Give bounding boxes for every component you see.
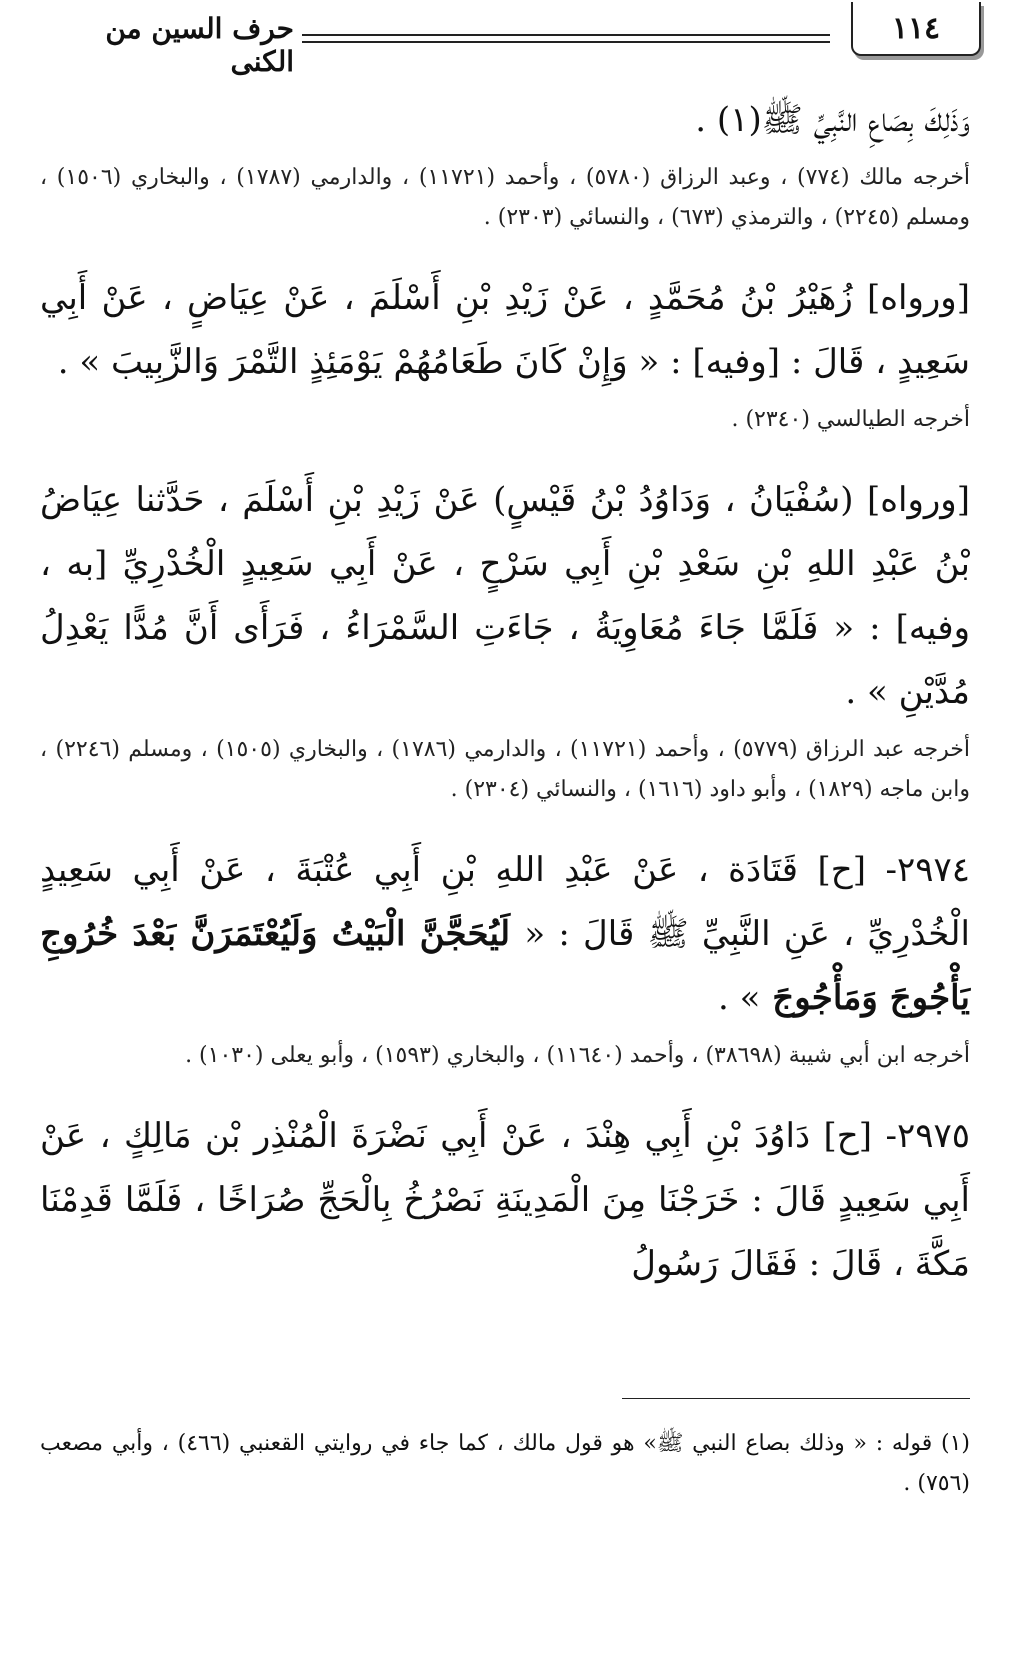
text-block-2 [40, 266, 970, 440]
footnote-separator [622, 1398, 970, 1399]
prophetic-saying: لَيُحَجَّنَّ الْبَيْتُ وَلَيُعْتَمَرَنَّ بَعْدَ خُرُوجِ يَأْجُوجَ وَمَأْجُوجَ [40, 914, 970, 1018]
header-rule [302, 34, 830, 43]
hadith-text: [ورواه] زُهَيْرُ بْنُ مُحَمَّدٍ ، عَنْ زَيْدِ بْنِ أَسْلَمَ ، عَنْ عِيَاضٍ ، عَنْ أَبِي سَعِيدٍ ، قَالَ : [وفيه] : « وَإِنْ كَانَ طَعَامُهُمْ يَوْمَئِذٍ التَّمْرَ وَالزَّبِيبَ » . [40, 278, 970, 382]
takhrij-note: أخرجه الطيالسي (٢٣٤٠) . [731, 407, 970, 432]
hadith-2975 [40, 1104, 970, 1296]
page-body [40, 88, 970, 1324]
page-number-tab: ١١٤ [851, 2, 981, 56]
quote-close: » . [718, 978, 761, 1018]
hadith-text [40, 838, 970, 1030]
takhrij-note: أخرجه ابن أبي شيبة (٣٨٦٩٨) ، وأحمد (١١٦٤٠) ، والبخاري (١٥٩٣) ، وأبو يعلى (١٠٣٠) . [185, 1043, 970, 1068]
hadith-text: وَذَلِكَ بِصَاعِ النَّبِيِّ ﷺ(١) . [695, 100, 970, 140]
page-header [0, 0, 1010, 78]
text-block-3 [40, 468, 970, 810]
hadith-text: ٢٩٧٥- [ح] دَاوُدَ بْنِ أَبِي هِنْدَ ، عَنْ أَبِي نَضْرَةَ الْمُنْذِر بْن مَالِكٍ ، عَنْ أَبِي سَعِيدٍ قَالَ : خَرَجْنَا مِنَ الْمَدِينَةِ نَصْرُخُ بِالْحَجِّ صُرَاخًا ، فَلَمَّا قَدِمْنَا مَكَّةَ ، قَالَ : فَقَالَ رَسُولُ [40, 1116, 970, 1284]
running-title: حرف السين من الكنى [105, 12, 294, 78]
hadith-2974 [40, 838, 970, 1076]
takhrij-note: أخرجه عبد الرزاق (٥٧٧٩) ، وأحمد (١١٧٢١) ، والدارمي (١٧٨٦) ، والبخاري (١٥٠٥) ، ومسلم (٢٢٤٦) ، وابن ماجه (١٨٢٩) ، وأبو داود (١٦١٦) ، والنسائي (٢٣٠٤) . [40, 737, 970, 802]
text-block-1 [40, 88, 970, 238]
footnote: (١) قوله : « وذلك بصاع النبي ﷺ» هو قول مالك ، كما جاء في روايتي القعنبي (٤٦٦) ، وأبي مصعب (٧٥٦) . [40, 1431, 971, 1496]
takhrij-note: أخرجه مالك (٧٧٤) ، وعبد الرزاق (٥٧٨٠) ، وأحمد (١١٧٢١) ، والدارمي (١٧٨٧) ، والبخاري (١٥٠٦) ، ومسلم (٢٢٤٥) ، والترمذي (٦٧٣) ، والنسائي (٢٣٠٣) . [40, 165, 971, 230]
hadith-chain: ٢٩٧٤- [ح] قَتَادَة ، عَنْ عَبْدِ اللهِ بْنِ أَبِي عُتْبَةَ ، عَنْ أَبِي سَعِيدٍ الْخُدْرِيِّ ، عَنِ النَّبِيِّ ﷺ قَالَ : « [40, 850, 970, 954]
hadith-text: [ورواه] (سُفْيَانُ ، وَدَاوُدُ بْنُ قَيْسٍ) عَنْ زَيْدِ بْنِ أَسْلَمَ ، حَدَّثنا عِيَاضُ بْنُ عَبْدِ اللهِ بْنِ سَعْدِ بْنِ أَبِي سَرْحٍ ، عَنْ أَبِي سَعِيدٍ الْخُدْرِيِّ [به ، وفيه] : « فَلَمَّا جَاءَ مُعَاوِيَةُ ، جَاءَتِ السَّمْرَاءُ ، فَرَأَى أَنَّ مُدًّا يَعْدِلُ مُدَّيْنِ » . [40, 480, 970, 712]
